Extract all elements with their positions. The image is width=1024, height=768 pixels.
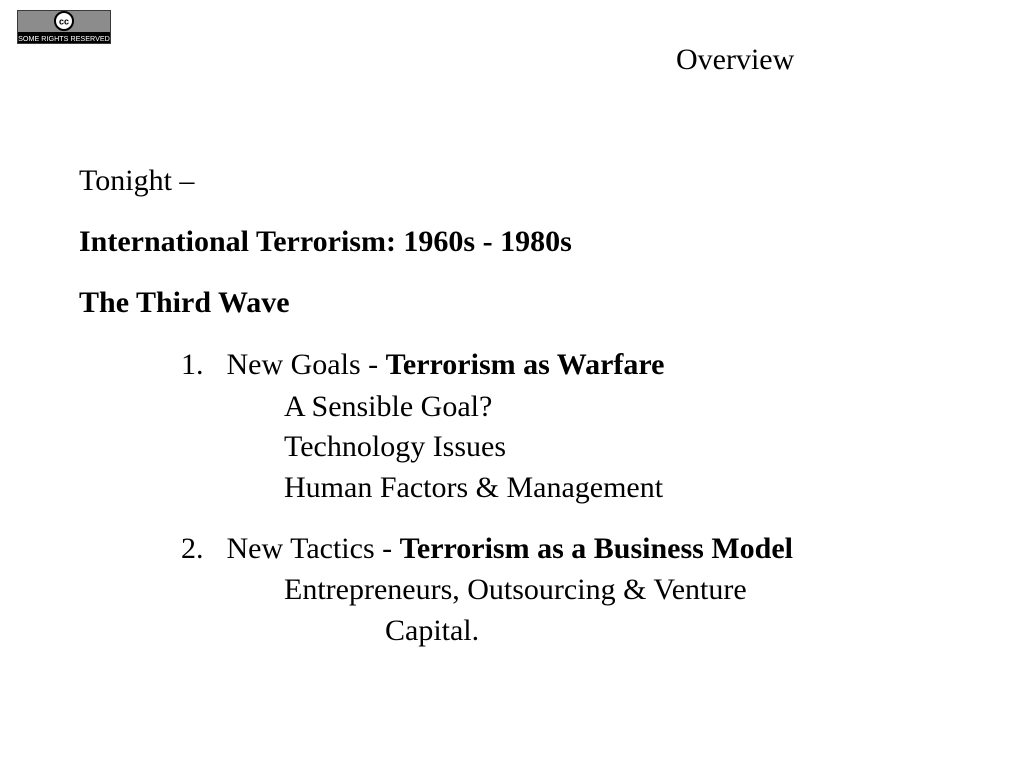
point-2-emphasis: Terrorism as a Business Model xyxy=(399,532,793,565)
cc-symbol: cc xyxy=(58,16,70,27)
badge-text: SOME RIGHTS RESERVED xyxy=(18,34,110,43)
point-1-number: 1. xyxy=(181,348,204,381)
point-2-subitem: Entrepreneurs, Outsourcing & Venture xyxy=(284,573,747,606)
point-1-prefix: New Goals - xyxy=(226,348,386,381)
point-1-subitem: Human Factors & Management xyxy=(284,471,664,504)
point-2-number: 2. xyxy=(181,532,204,565)
main-heading: International Terrorism: 1960s - 1980s xyxy=(79,225,572,258)
point-2-prefix: New Tactics - xyxy=(226,532,400,565)
point-1 xyxy=(181,347,665,383)
point-1-subitem: Technology Issues xyxy=(284,430,507,463)
point-2 xyxy=(181,531,793,567)
slide-title: Overview xyxy=(676,43,795,76)
point-2-subitem: Capital. xyxy=(385,614,480,647)
point-1-emphasis: Terrorism as Warfare xyxy=(385,348,665,381)
point-1-subitem: A Sensible Goal? xyxy=(284,390,493,423)
creative-commons-badge xyxy=(17,10,111,44)
creative-commons-icon xyxy=(17,10,111,44)
sub-heading: The Third Wave xyxy=(79,286,290,319)
intro-text: Tonight – xyxy=(79,164,195,197)
